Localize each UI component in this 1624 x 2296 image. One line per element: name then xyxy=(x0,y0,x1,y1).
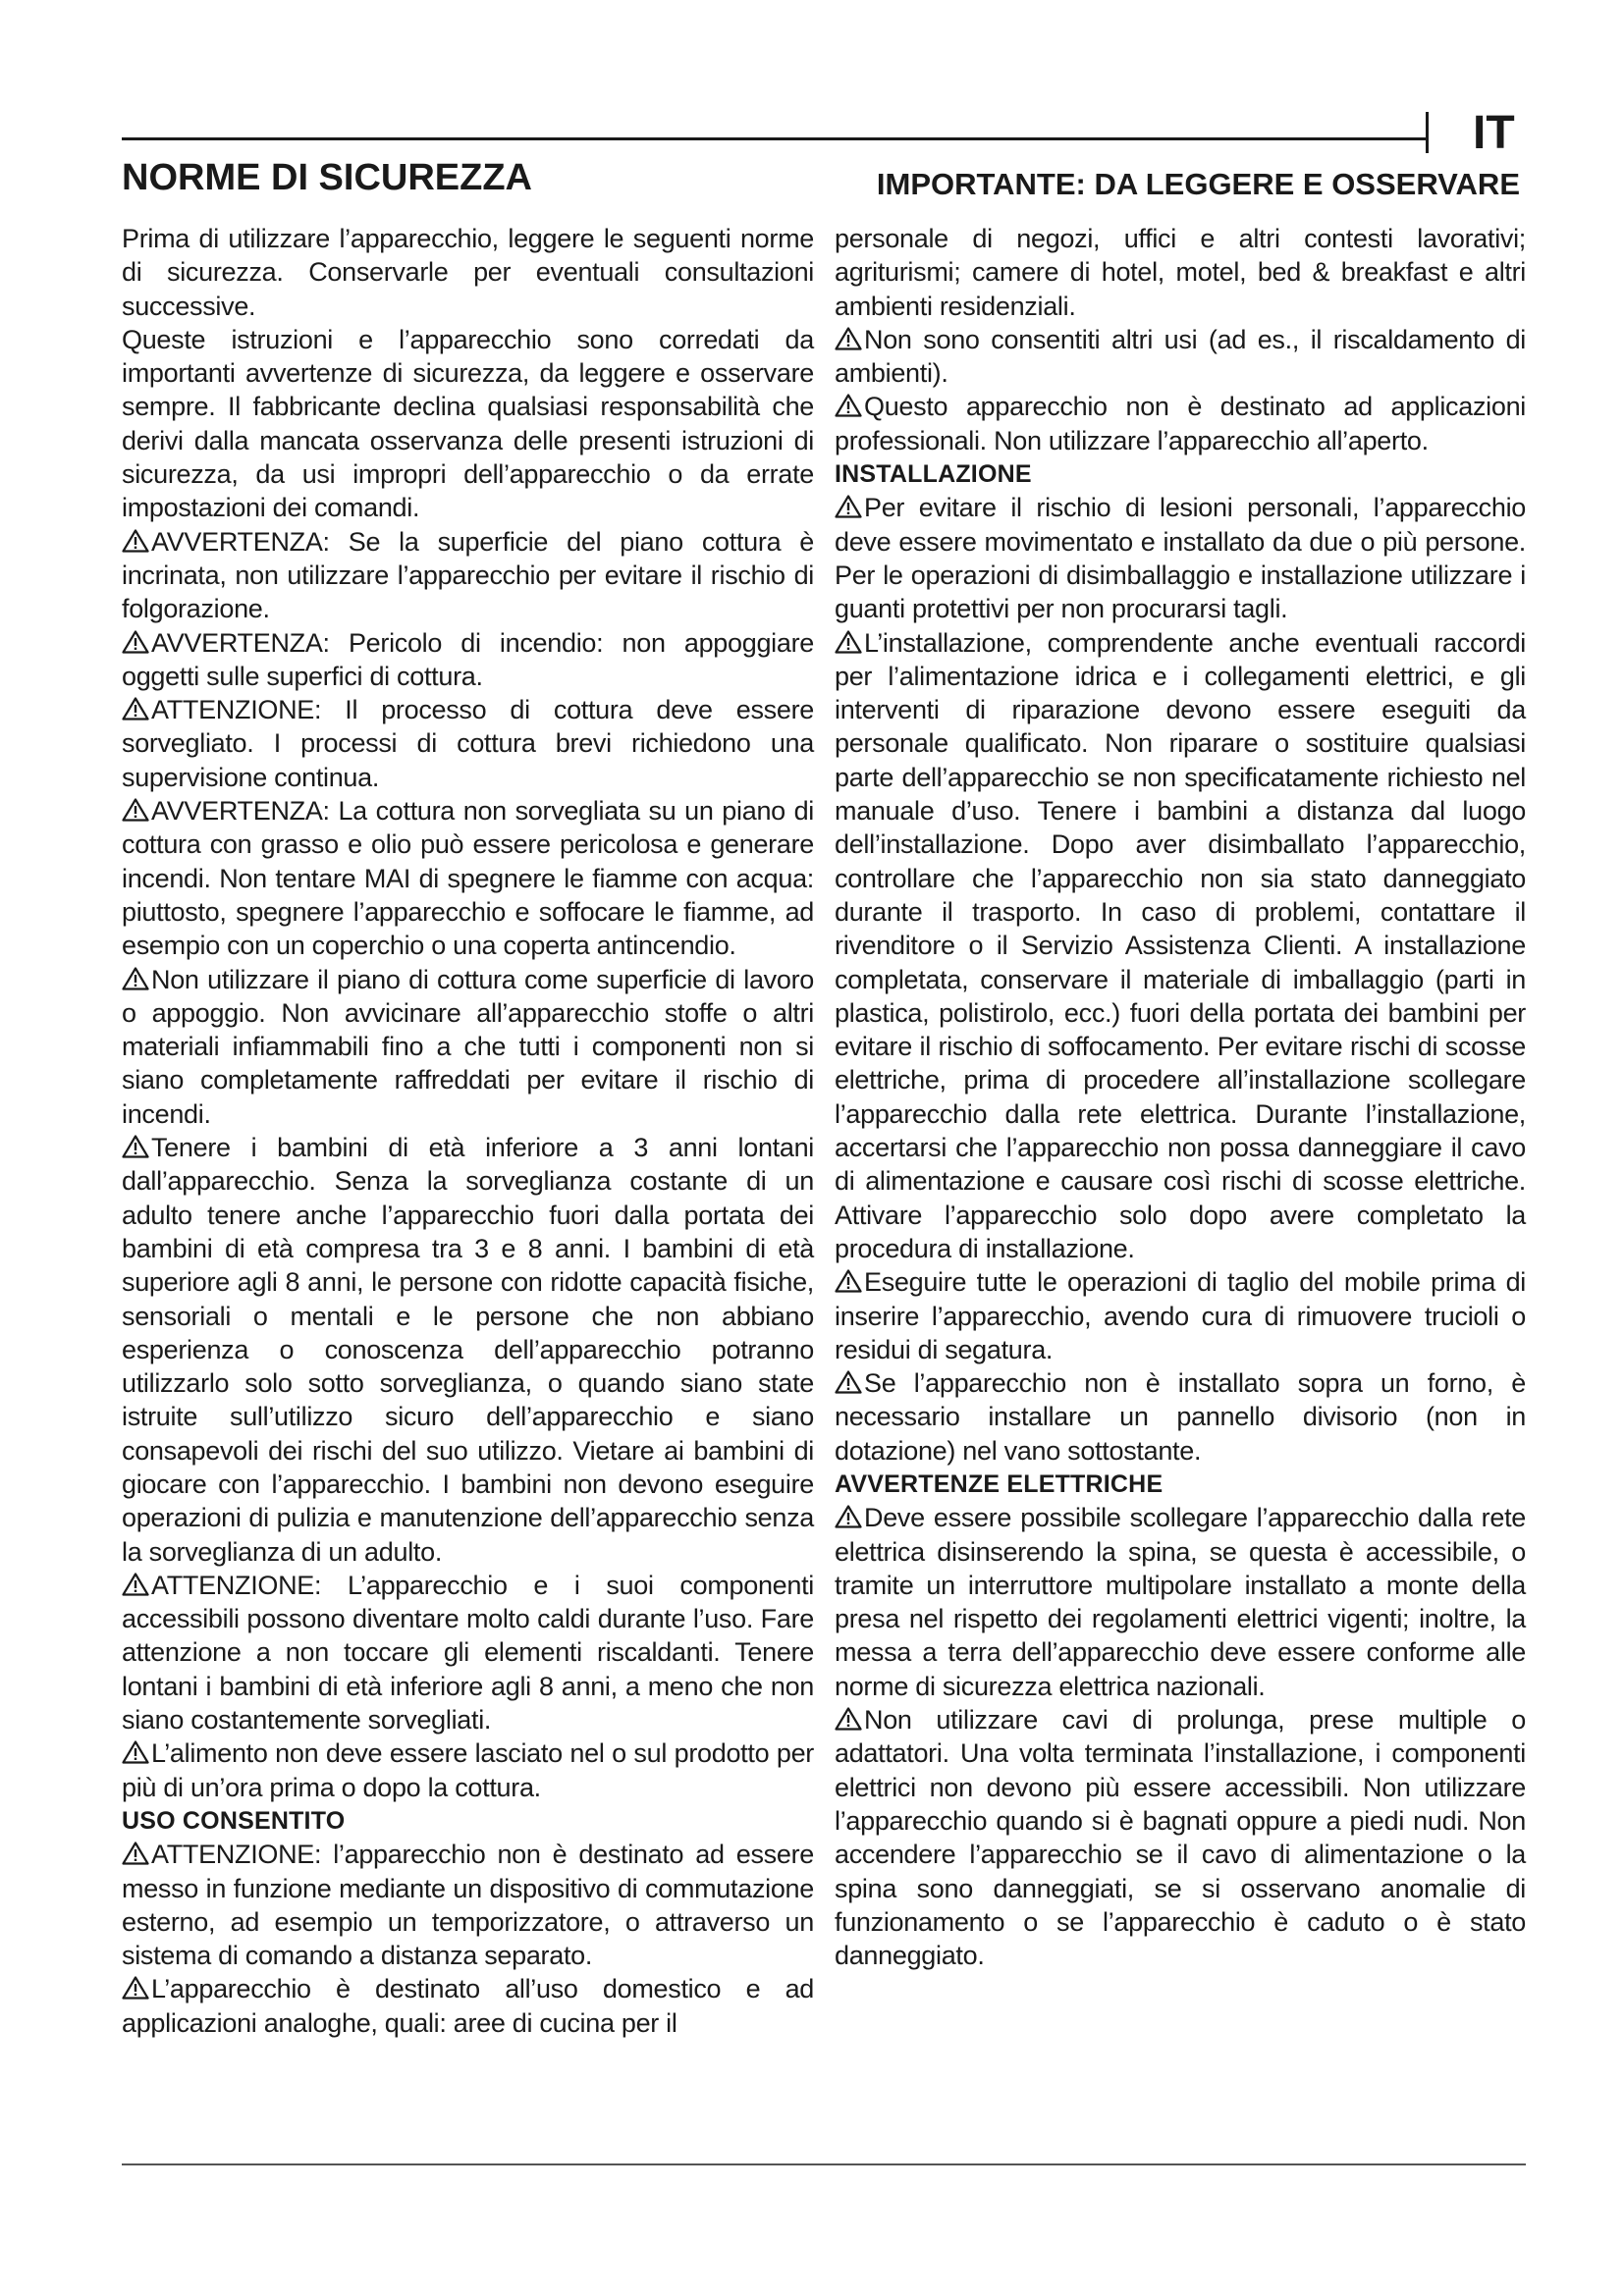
paragraph-text: Eseguire tutte le operazioni di taglio del mobile prima di inserire l’apparecchio, avendo cura di rimuovere trucioli o residui di segatura. xyxy=(835,1267,1526,1364)
paragraph-text: Tenere i bambini di età inferiore a 3 anni lontani dall’apparecchio. Senza la sorveglianza costante di un adulto tenere anche l’apparecchio fuori dalla portata dei bambini di età compresa tra 3 e 8 anni. I bambini di età superiore agli 8 anni, le persone con ridotte capacità fisiche, sensoriali o mentali e le persone che non abbiano esperienza o conoscenza dell’apparecchio potranno utilizzarlo solo sotto sorveglianza, o quando siano state istruite sull’utilizzo sicuro dell’apparecchio e siano consapevoli dei rischi del suo utilizzo. Vietare ai bambini di giocare con l’apparecchio. I bambini non devono eseguire operazioni di pulizia e manutenzione dell’apparecchio senza la sorveglianza di un adulto. xyxy=(122,1133,814,1567)
warning-triangle-icon xyxy=(835,325,862,348)
warning-paragraph xyxy=(122,963,814,1131)
paragraph-text: AVVERTENZA: Pericolo di incendio: non appoggiare oggetti sulle superfici di cottura. xyxy=(122,627,814,691)
warning-paragraph xyxy=(122,1736,814,1804)
warning-paragraph xyxy=(122,1569,814,1736)
paragraph-text: Queste istruzioni e l’apparecchio sono corredati da importanti avvertenze di sicurezza, da leggere e osservare sempre. Il fabbricante declina qualsiasi responsabilità che derivi dalla mancata osservanza delle presenti istruzioni di sicurezza, da usi impropri dell’apparecchio o da errate impostazioni dei comandi. xyxy=(122,324,814,523)
warning-paragraph xyxy=(835,1265,1526,1366)
page-subtitle: IMPORTANTE: DA LEGGERE E OSSERVARE xyxy=(876,167,1520,201)
paragraph-text: Deve essere possibile scollegare l’apparecchio dalla rete elettrica disinserendo la spina, se questa è accessibile, o tramite un interruttore multipolare installato a monte della presa nel rispetto dei regolamenti elettrici vigenti; inoltre, la messa a terra dell’apparecchio deve essere conforme alle norme di sicurezza elettrica nazionali. xyxy=(835,1503,1526,1701)
paragraph-text: AVVERTENZA: Se la superficie del piano cottura è incrinata, non utilizzare l’apparecchio per evitare il rischio di folgorazione. xyxy=(122,526,814,624)
paragraph-text: Per evitare il rischio di lesioni personali, l’apparecchio deve essere movimentato e installato da due o più persone. Per le operazioni di disimballaggio e installazione utilizzare i guanti protettivi per non procurarsi tagli. xyxy=(835,493,1526,624)
paragraph-text: ATTENZIONE: l’apparecchio non è destinato ad essere messo in funzione mediante un dispositivo di commutazione esterno, ad esempio un temporizzatore, o attraverso un sistema di comando a distanza separato. xyxy=(122,1840,814,1971)
warning-paragraph xyxy=(835,1703,1526,1972)
paragraph-text: ATTENZIONE: L’apparecchio e i suoi componenti accessibili possono diventare molto caldi durante l’uso. Fare attenzione a non toccare gli elementi riscaldanti. Tenere lontani i bambini di età inferiore agli 8 anni, a meno che non siano costantemente sorvegliati. xyxy=(122,1570,814,1735)
warning-triangle-icon xyxy=(835,628,862,652)
paragraph-text: ATTENZIONE: Il processo di cottura deve essere sorvegliato. I processi di cottura brevi richiedono una supervisione continua. xyxy=(122,695,814,792)
warning-triangle-icon xyxy=(122,695,149,719)
warning-paragraph xyxy=(122,525,814,626)
warning-triangle-icon xyxy=(122,1738,149,1762)
paragraph-text: Non utilizzare il piano di cottura come superficie di lavoro o appoggio. Non avvicinare all’apparecchio stoffe o altri materiali infiammabili fino a che tutti i componenti non si siano completamente raffreddati per evitare il rischio di incendi. xyxy=(122,964,814,1129)
paragraph-text: L’installazione, comprendente anche eventuali raccordi per l’alimentazione idrica e i collegamenti elettrici, e gli interventi di riparazione devono essere eseguiti da personale qualificato. Non riparare o sostituire qualsiasi parte dell’apparecchio se non specificatamente richiesto nel manuale d’uso. Tenere i bambini a distanza dal luogo dell’installazione. Dopo aver disimballato l’apparecchio, controllare che l’apparecchio non sia stato danneggiato durante il trasporto. In caso di problemi, contattare il rivenditore o il Servizio Assistenza Clienti. A installazione completata, conservare il materiale di imballaggio (parti in plastica, polistirolo, ecc.) fuori della portata dei bambini per evitare il rischio di soffocamento. Per evitare rischi di scosse elettriche, prima di procedere all’installazione scollegare l’apparecchio dalla rete elettrica. Durante l’installazione, accertarsi che l’apparecchio non possa danneggiare il cavo di alimentazione e causare così rischi di scosse elettriche. Attivare l’apparecchio solo dopo avere completato la procedura di installazione. xyxy=(835,627,1526,1263)
warning-paragraph xyxy=(122,794,814,962)
paragraph-text: AVVERTENZE ELETTRICHE xyxy=(835,1469,1164,1498)
paragraph xyxy=(122,323,814,525)
left-column xyxy=(122,222,814,2040)
warning-triangle-icon xyxy=(835,1705,862,1729)
paragraph-text: USO CONSENTITO xyxy=(122,1806,346,1835)
warning-triangle-icon xyxy=(122,1974,149,1998)
header-tick-mark xyxy=(1426,112,1429,153)
warning-triangle-icon xyxy=(122,1840,149,1863)
paragraph-text: AVVERTENZA: La cottura non sorvegliata su un piano di cottura con grasso e olio può essere pericolosa e generare incendi. Non tentare MAI di spegnere le fiamme con acqua: piuttosto, spegnere l’apparecchio e soffocare le fiamme, ad esempio con un coperchio o una coperta antincendio. xyxy=(122,796,814,961)
warning-triangle-icon xyxy=(835,392,862,415)
warning-paragraph xyxy=(835,1366,1526,1468)
language-code: IT xyxy=(1473,107,1515,159)
section-heading xyxy=(122,1804,814,1838)
right-column xyxy=(835,222,1526,1972)
warning-paragraph xyxy=(122,1131,814,1569)
warning-triangle-icon xyxy=(835,1368,862,1392)
warning-triangle-icon xyxy=(122,628,149,652)
warning-paragraph xyxy=(835,390,1526,457)
warning-paragraph xyxy=(835,1501,1526,1703)
warning-triangle-icon xyxy=(835,1503,862,1526)
paragraph-text: L’apparecchio è destinato all’uso domestico e ad applicazioni analoghe, quali: aree di cucina per il xyxy=(122,1974,814,2038)
warning-triangle-icon xyxy=(122,965,149,988)
section-heading xyxy=(835,1468,1526,1501)
warning-triangle-icon xyxy=(122,1571,149,1594)
paragraph-text: Non sono consentiti altri usi (ad es., il riscaldamento di ambienti). xyxy=(835,324,1526,389)
header-rule xyxy=(122,137,1428,140)
warning-triangle-icon xyxy=(122,796,149,820)
warning-paragraph xyxy=(835,626,1526,1266)
paragraph-text: L’alimento non deve essere lasciato nel o sul prodotto per più di un’ora prima o dopo la cottura. xyxy=(122,1738,814,1802)
paragraph-text: personale di negozi, uffici e altri contesti lavorativi; agriturismi; camere di hotel, motel, bed & breakfast e altri ambienti residenziali. xyxy=(835,224,1526,321)
paragraph-text: INSTALLAZIONE xyxy=(835,460,1032,489)
section-heading xyxy=(835,457,1526,491)
warning-paragraph xyxy=(122,693,814,794)
paragraph-text: Questo apparecchio non è destinato ad applicazioni professionali. Non utilizzare l’apparecchio all’aperto. xyxy=(835,392,1526,455)
paragraph xyxy=(835,222,1526,323)
warning-triangle-icon xyxy=(835,493,862,516)
warning-paragraph xyxy=(122,626,814,694)
warning-triangle-icon xyxy=(835,1267,862,1291)
warning-triangle-icon xyxy=(122,1133,149,1156)
paragraph xyxy=(122,222,814,323)
warning-paragraph xyxy=(835,491,1526,625)
warning-triangle-icon xyxy=(122,527,149,551)
page-title: NORME DI SICUREZZA xyxy=(122,157,532,198)
paragraph-text: Prima di utilizzare l’apparecchio, leggere le seguenti norme di sicurezza. Conservarle per eventuali consultazioni successive. xyxy=(122,224,814,321)
footer-rule xyxy=(122,2163,1526,2165)
paragraph-text: Se l’apparecchio non è installato sopra un forno, è necessario installare un pannello divisorio (non in dotazione) nel vano sottostante. xyxy=(835,1368,1526,1466)
warning-paragraph xyxy=(122,1838,814,1972)
paragraph-text: Non utilizzare cavi di prolunga, prese multiple o adattatori. Una volta terminata l’installazione, i componenti elettrici non devono più essere accessibili. Non utilizzare l’apparecchio quando si è bagnati oppure a piedi nudi. Non accendere l’apparecchio se il cavo di alimentazione o la spina sono danneggiati, se si osservano anomalie di funzionamento o se l’apparecchio è caduto o è stato danneggiato. xyxy=(835,1705,1526,1971)
warning-paragraph xyxy=(122,1972,814,2040)
warning-paragraph xyxy=(835,323,1526,391)
